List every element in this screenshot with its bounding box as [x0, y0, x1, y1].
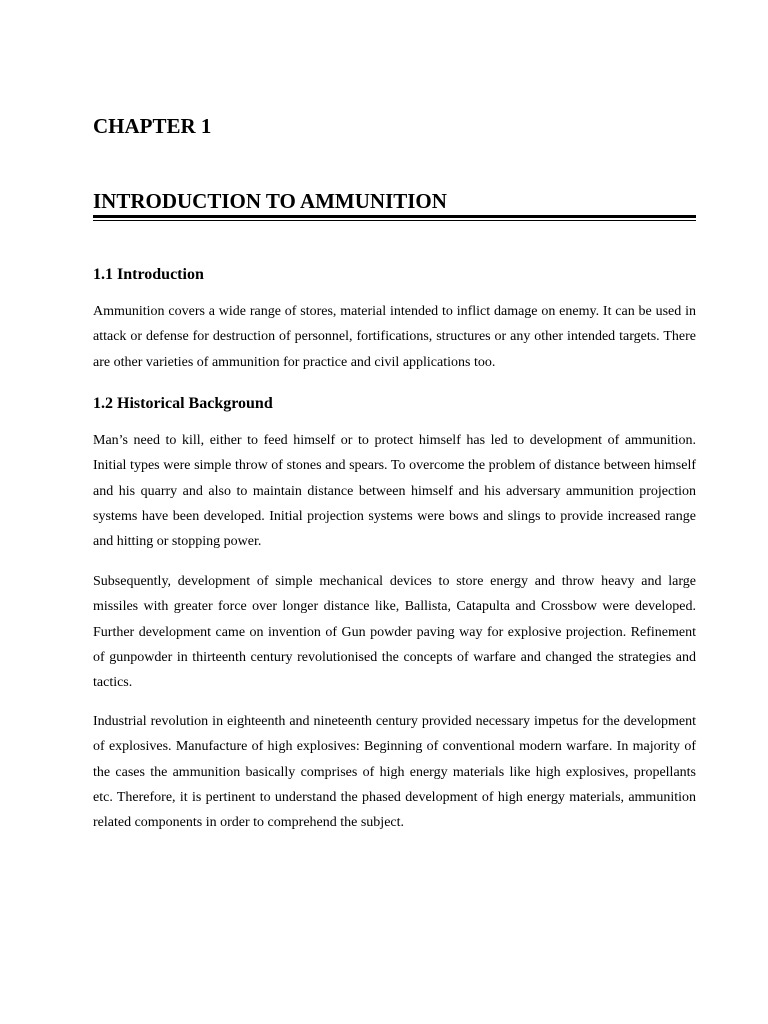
- title-rule-thin: [93, 220, 696, 221]
- chapter-label: CHAPTER 1: [93, 114, 212, 138]
- section-heading-historical-background: 1.2 Historical Background: [93, 395, 273, 412]
- history-paragraph-2: Subsequently, development of simple mechanical devices to store energy and throw heavy and large missiles with greater force over longer distance like, Ballista, Catapulta and Crossbow were developed. Further development came on invention of Gun powder paving way for explosive projection. Refinement of gunpowder in thirteenth century revolutionised the concepts of warfare and changed the strategies and tactics.: [93, 574, 696, 691]
- intro-paragraph: Ammunition covers a wide range of stores, material intended to inflict damage on enemy. It can be used in attack or defense for destruction of personnel, fortifications, structures or any other intended targets. There are other varieties of ammunition for practice and civil applications too.: [93, 304, 696, 370]
- chapter-title: INTRODUCTION TO AMMUNITION: [93, 189, 447, 213]
- section-heading-introduction: 1.1 Introduction: [93, 266, 204, 283]
- history-paragraph-1: Man’s need to kill, either to feed himself or to protect himself has led to development of ammunition. Initial types were simple throw of stones and spears. To overcome the problem of distance between himself and his quarry and also to maintain distance between himself and his adversary ammunition projection systems have been developed. Initial projection systems were bows and slings to provide increased range and hitting or stopping power.: [93, 433, 696, 550]
- title-rule-thick: [93, 215, 696, 218]
- history-paragraph-3: Industrial revolution in eighteenth and nineteenth century provided necessary impetus for the development of explosives. Manufacture of high explosives: Beginning of conventional modern warfare. In majority of the cases the ammunition basically comprises of high energy materials like high explosives, propellants etc. Therefore, it is pertinent to understand the phased development of high energy materials, ammunition related components in order to comprehend the subject.: [93, 714, 696, 831]
